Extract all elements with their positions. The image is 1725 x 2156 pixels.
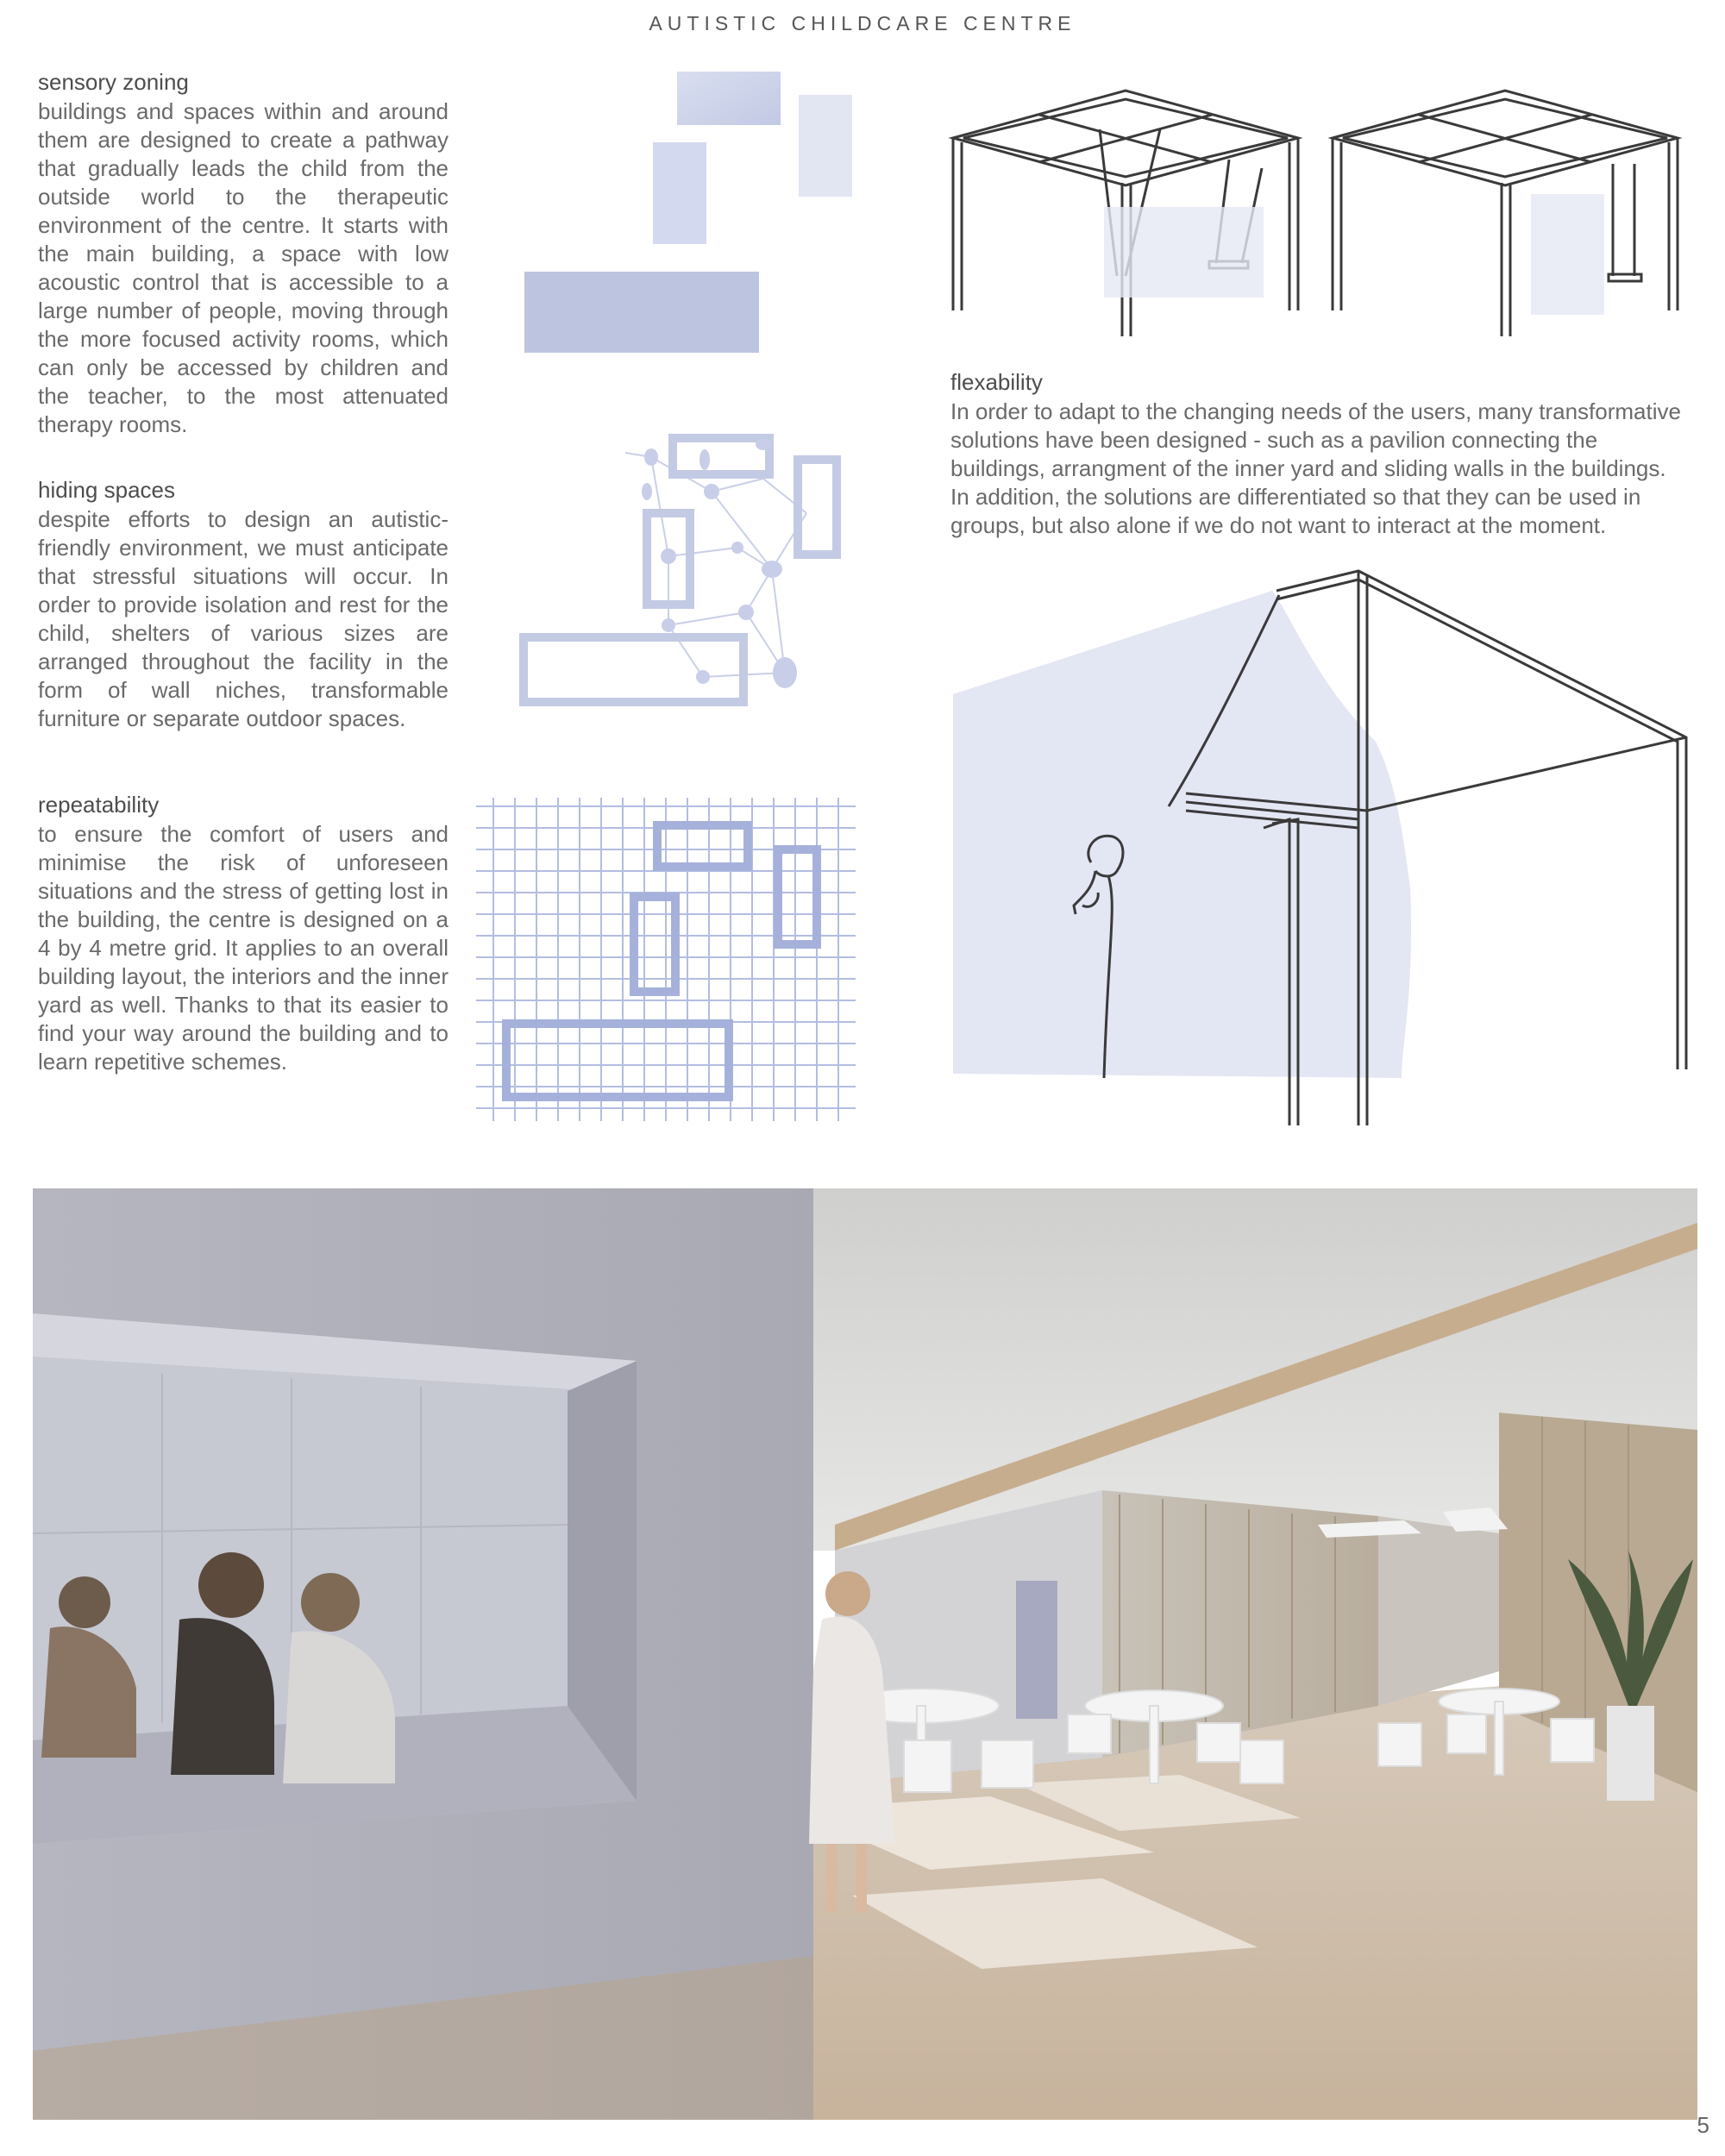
zone-block — [677, 72, 781, 125]
zone-block — [524, 272, 759, 353]
section-body: In order to adapt to the changing needs of the users, many transformative solutions have been designed - such as a pavilion connecting the buildings, arrangment of the inner yard and sliding walls in the buildings. In addition, the solutions are differentiated so that they can be used in groups, but also alone if we do not want to interact at the moment. — [950, 398, 1681, 538]
section-repeatability — [38, 792, 448, 1076]
section-heading: sensory zoning — [38, 69, 189, 95]
grid-room — [778, 849, 817, 944]
grid-diagram — [476, 798, 856, 1121]
page-title: AUTISTIC CHILDCARE CENTRE — [649, 12, 1076, 34]
grid-room — [634, 897, 675, 992]
page-number: 5 — [1697, 2112, 1709, 2138]
zone-block — [653, 142, 706, 244]
pavilion-swing-sketches — [944, 78, 1695, 354]
section-sensory-zoning — [38, 69, 448, 439]
section-body: despite efforts to design an autistic-friendly environment, we must anticipate that stressful situations will occur. In order to provide isolation and rest for the child, shelters of various sizes are arranged throughout the facility in the form of wall niches, transformable furniture or separate outdoor spaces. — [38, 506, 448, 731]
sensory-zoning-diagram — [518, 65, 862, 358]
shelter-frame — [524, 637, 743, 702]
section-body: buildings and spaces within and around them are designed to create a pathway that gradually leads the child from the outside world to the therapeutic environment of the centre. It starts with the main building, a space with low acoustic control that is accessible to a large number of people, moving through the more focused activity rooms, which can only be accessed by children and the teacher, to the most attenuated therapy rooms. — [38, 98, 448, 437]
section-heading: repeatability — [38, 792, 160, 818]
section-heading: hiding spaces — [38, 477, 175, 503]
section-hiding-spaces — [38, 477, 448, 733]
pavilion-curtain-sketch — [944, 561, 1695, 1134]
shelter-frame — [673, 438, 769, 474]
shelter-frame — [798, 460, 837, 555]
section-heading: flexability — [950, 369, 1043, 395]
section-flexability — [950, 369, 1684, 540]
zone-block — [799, 95, 852, 197]
hiding-spaces-diagram — [513, 427, 858, 720]
grid-room — [657, 825, 748, 867]
section-body: to ensure the comfort of users and minimise the risk of unforeseen situations and the stress of getting lost in the building, the centre is designed on a 4 by 4 metre grid. It applies to an overall building layout, the interiors and the inner yard as well. Thanks to that its easier to find your way around the building and to learn repetitive schemes. — [38, 821, 448, 1075]
interior-render — [33, 1188, 1697, 2120]
